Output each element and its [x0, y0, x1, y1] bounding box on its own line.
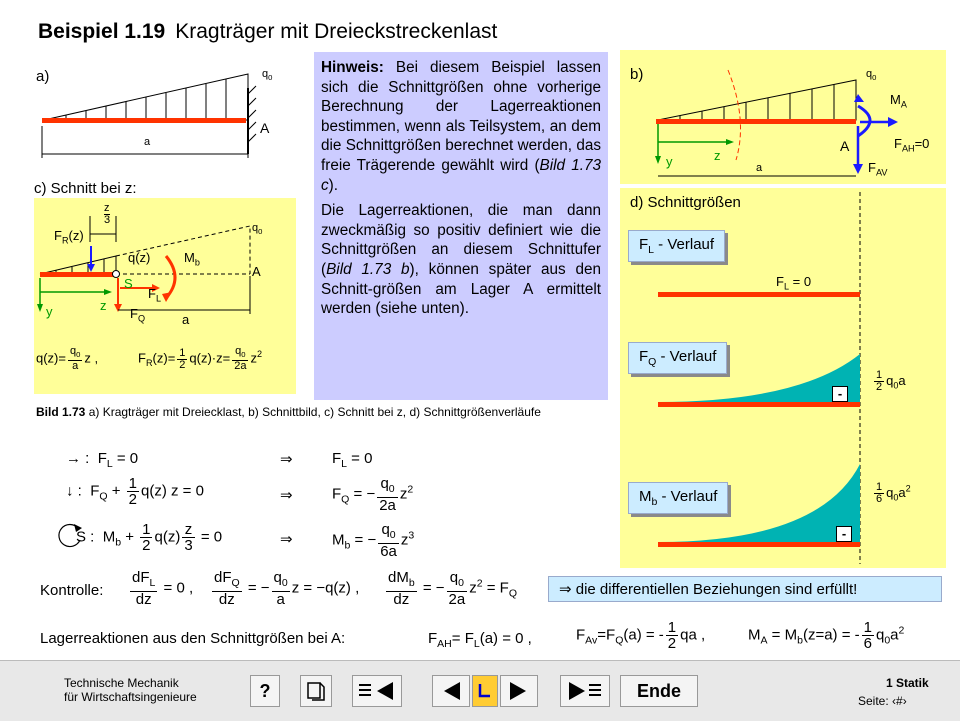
page-title [38, 20, 497, 44]
end-button[interactable]: Ende [620, 675, 698, 707]
moment-value: $\frac{1}{6}$ $q_0a^2$ [876, 481, 911, 505]
length-a-label: a [144, 136, 151, 148]
normal-force-title: $F_L$ - Verlauf [628, 230, 725, 262]
support-label-b: A [840, 138, 850, 154]
reaction-moment-label: $M_A$ [890, 92, 907, 110]
course-title: Technische Mechanik für Wirtschaftsingenieure [64, 676, 197, 704]
next-icon [506, 680, 532, 702]
shear-force-label: $F_Q$ [130, 306, 146, 324]
hint-box [314, 52, 608, 400]
index-button[interactable] [300, 675, 332, 707]
resultant-label: $F_R(z)$ [54, 228, 84, 246]
implies-1: ⇒ [280, 451, 293, 468]
normal-force-value: $F_L = 0$ [776, 274, 812, 292]
figure-d-label: d) Schnittgrößen [630, 194, 741, 211]
figure-a-label: a) [36, 68, 50, 85]
lever-arm-label: z 3 [104, 202, 111, 226]
example-number: Beispiel 1.19 [38, 20, 166, 43]
section-point-label: S [124, 276, 133, 291]
q0-label-c: $q_0$ [252, 222, 263, 237]
support-label-c: A [252, 264, 261, 279]
moment-label: $M_b$ [184, 250, 200, 268]
length-label-c: a [182, 312, 190, 327]
example-title: Kragträger mit Dreieckstreckenlast [175, 20, 498, 43]
moment-sign: - [836, 526, 852, 542]
normal-force-label: $F_L$ [148, 286, 162, 304]
reaction-vertical-label: $F_{AV}$ [868, 160, 888, 178]
support-reactions-label: Lagerreaktionen aus den Schnittgrößen bei A: [40, 630, 346, 647]
implies-icon: ⇒ [559, 581, 572, 598]
shear-force-value: $\frac{1}{2}$ $q_0a$ [876, 369, 906, 393]
previous-icon [438, 680, 464, 702]
eq-vertical: ↓ : $F_Q$ + $\frac{1}{2}$ q(z) z = 0 [66, 475, 204, 508]
q0-label: $q_0$ [262, 68, 273, 83]
document-icon [305, 680, 327, 702]
reaction-eq-3: $M_A = M_b(z=a)$ = - $\frac{1}{6}$ $q_0a^2$ [748, 619, 905, 652]
hint-paragraph-2: Die Lagerreaktionen, die man dann zweckmäßig so positiv definiert wie die Schnittgrößen an diesem Schnittufer (Bild 1.73 b), können später aus den Schnitt-größen am Lager A ermittelt werden (siehe unten). [321, 202, 602, 318]
result-moment: $M_b$ = − $\frac{q_0}{6a}$ $z^3$ [332, 521, 415, 560]
length-label-b: a [756, 162, 763, 174]
implies-3: ⇒ [280, 531, 293, 548]
control-eq-1: $\frac{dF_L}{dz}$ = 0 , [132, 569, 194, 608]
return-button[interactable] [472, 675, 498, 707]
next-button[interactable] [500, 675, 538, 707]
resultant-formula: $F_R(z)=$ $\frac{1}{2}$ q(z)·z= $\frac{q_0}{2a}$ $z^2$ [138, 345, 263, 373]
beam [42, 118, 246, 123]
last-slide-button[interactable] [560, 675, 610, 707]
y-axis-label: y [46, 304, 53, 319]
beam-b [656, 119, 856, 124]
help-button[interactable]: ? [250, 675, 280, 707]
result-shear-force: $F_Q$ = − $\frac{q_0}{2a}$ $z^2$ [332, 475, 414, 514]
shear-sign: - [832, 386, 848, 402]
figure-caption: Bild 1.73 a) Kragträger mit Dreiecklast, b) Schnittbild, c) Schnitt bei z, d) Schnittgrößenverläufe [36, 405, 541, 419]
z-axis-label: z [100, 298, 107, 313]
result-box: ⇒ die differentiellen Beziehungen sind erfüllt! [548, 576, 942, 602]
result-normal-force: $F_L = 0$ [332, 450, 373, 470]
control-label: Kontrolle: [40, 582, 104, 599]
moment-arrow [166, 256, 175, 298]
load-arrows [66, 79, 226, 120]
reaction-eq-2: $F_{Av}=F_Q(a)$ = - $\frac{1}{2}$ qa , [576, 619, 706, 652]
reaction-horizontal-label: $F_{AH}=0$ [894, 136, 930, 154]
eq-horizontal: → : $F_L = 0$ [66, 450, 139, 470]
q0-label-b: $q_0$ [866, 68, 877, 83]
last-slide-icon [565, 680, 605, 702]
first-slide-button[interactable] [352, 675, 402, 707]
moment-title: $M_b$ - Verlauf [628, 482, 728, 514]
return-icon [476, 680, 494, 702]
control-eq-2: $\frac{dF_Q}{dz}$ = − $\frac{q_0}{a}$ z = −q(z) , [214, 569, 360, 608]
figure-c-label: c) Schnitt bei z: [34, 180, 137, 197]
implies-2: ⇒ [280, 487, 293, 504]
previous-button[interactable] [432, 675, 470, 707]
reaction-eq-1: $F_{AH}= F_L(a) = 0$ , [428, 630, 532, 650]
support-a-label: A [260, 120, 270, 136]
z-axis-label-b: z [714, 148, 721, 163]
chapter-label: 1 Statik [886, 676, 929, 690]
control-eq-3: $\frac{dM_b}{dz}$ = − $\frac{q_0}{2a}$ $z^2 = F_Q$ [388, 569, 518, 608]
load-formula: q(z)= $\frac{q_0}{a}$ z , [36, 345, 99, 373]
normal-force-diagram [658, 292, 860, 297]
figure-b-label: b) [630, 66, 644, 83]
page-label: Seite: ‹#› [858, 694, 907, 708]
beam-segment [40, 272, 118, 277]
cut-line [728, 70, 741, 160]
figure-a [36, 58, 300, 178]
first-slide-icon [357, 680, 397, 702]
y-axis-label-b: y [666, 154, 673, 169]
eq-moment: S : $M_b$ + $\frac{1}{2}$ q(z) $\frac{z}{3}$ = 0 [76, 521, 223, 554]
load-intensity-label: q(z) [128, 250, 151, 265]
shear-force-title: $F_Q$ - Verlauf [628, 342, 727, 374]
hint-paragraph-1: Hinweis: Bei diesem Beispiel lassen sich die Schnittgrößen ohne vorherige Berechnung der Lagerreaktionen bestimmen, wenn als Teilsystem, an dem die Schnittgrößen berechnet werden, das freie Trägerende gewählt wird (Bild 1.73 c). [321, 59, 601, 194]
